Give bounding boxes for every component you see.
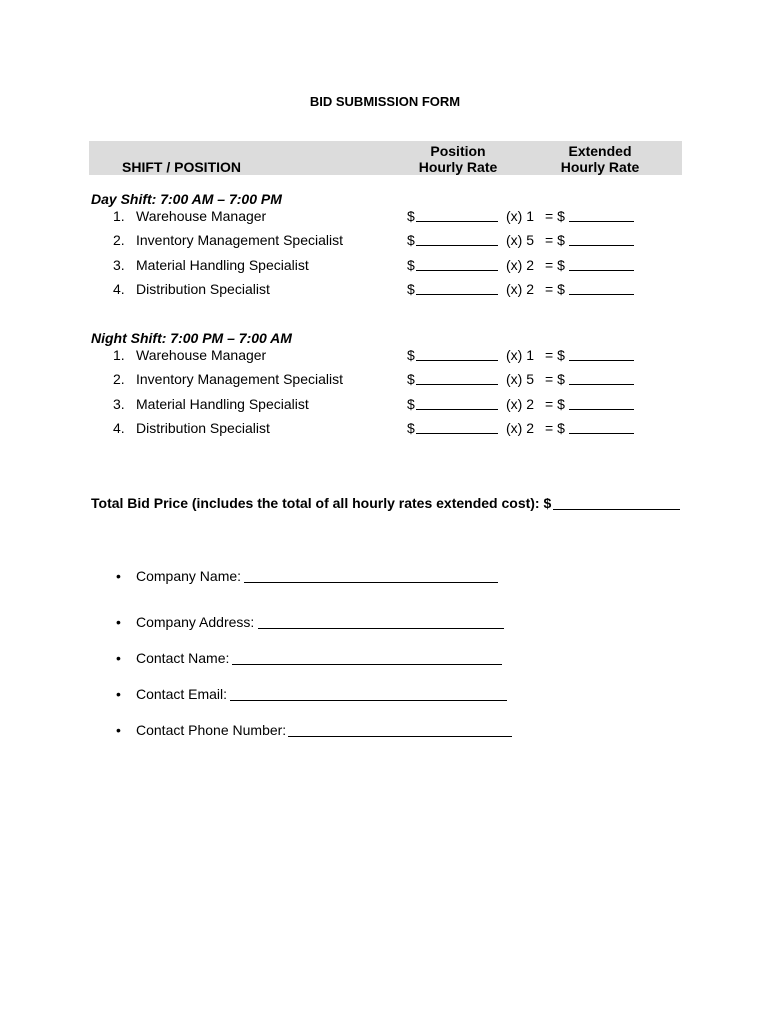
header-position-line1: Position (430, 143, 486, 159)
row-label: Warehouse Manager (136, 208, 267, 224)
contact-name-field[interactable] (232, 664, 502, 665)
header-position-line2: Hourly Rate (418, 159, 498, 175)
bullet: • (116, 568, 121, 584)
bullet: • (116, 686, 121, 702)
bullet: • (116, 614, 121, 630)
night-row-material-handling-specialist (0, 396, 770, 414)
rate-dollar-sign: $ (407, 208, 415, 224)
day-shift-title: Day Shift: 7:00 AM – 7:00 PM (91, 191, 282, 207)
form-title: BID SUBMISSION FORM (309, 94, 461, 109)
row-label: Distribution Specialist (136, 420, 270, 436)
header-extended-hourly-rate (550, 143, 650, 175)
row-number: 4. (113, 281, 125, 297)
extended-equals: = $ (545, 232, 565, 248)
contact-name-item (0, 650, 770, 670)
extended-equals: = $ (545, 281, 565, 297)
rate-dollar-sign: $ (407, 281, 415, 297)
extended-rate-field[interactable] (569, 433, 634, 434)
bullet: • (116, 722, 121, 738)
hourly-rate-field[interactable] (416, 433, 498, 434)
multiplier: (x) 2 (506, 257, 534, 273)
row-number: 3. (113, 396, 125, 412)
company-name-field[interactable] (244, 582, 498, 583)
multiplier: (x) 1 (506, 347, 534, 363)
extended-equals: = $ (545, 371, 565, 387)
day-row-inventory-management-specialist (0, 232, 770, 250)
multiplier: (x) 2 (506, 420, 534, 436)
hourly-rate-field[interactable] (416, 409, 498, 410)
contact-phone-label: Contact Phone Number: (136, 722, 287, 738)
bullet: • (116, 650, 121, 666)
hourly-rate-field[interactable] (416, 221, 498, 222)
extended-equals: = $ (545, 420, 565, 436)
hourly-rate-field[interactable] (416, 270, 498, 271)
row-label: Inventory Management Specialist (136, 371, 343, 387)
extended-rate-field[interactable] (569, 245, 634, 246)
total-bid-price-label: Total Bid Price (includes the total of all hourly rates extended cost): $ (91, 495, 552, 511)
row-number: 2. (113, 232, 125, 248)
contact-name-label: Contact Name: (136, 650, 230, 666)
contact-email-item (0, 686, 770, 706)
rate-dollar-sign: $ (407, 371, 415, 387)
total-bid-price-field[interactable] (553, 509, 680, 510)
extended-rate-field[interactable] (569, 384, 634, 385)
extended-rate-field[interactable] (569, 270, 634, 271)
hourly-rate-field[interactable] (416, 245, 498, 246)
row-label: Material Handling Specialist (136, 257, 309, 273)
company-address-field[interactable] (258, 628, 504, 629)
rate-dollar-sign: $ (407, 347, 415, 363)
row-label: Inventory Management Specialist (136, 232, 343, 248)
night-row-inventory-management-specialist (0, 371, 770, 389)
row-number: 2. (113, 371, 125, 387)
day-row-material-handling-specialist (0, 257, 770, 275)
row-label: Material Handling Specialist (136, 396, 309, 412)
contact-phone-item (0, 722, 770, 742)
header-shift-position: SHIFT / POSITION (122, 159, 242, 175)
day-row-warehouse-manager (0, 208, 770, 226)
company-address-item (0, 614, 770, 634)
row-number: 1. (113, 208, 125, 224)
contact-email-field[interactable] (230, 700, 507, 701)
company-name-label: Company Name: (136, 568, 242, 584)
hourly-rate-field[interactable] (416, 360, 498, 361)
company-address-label: Company Address: (136, 614, 255, 630)
extended-equals: = $ (545, 208, 565, 224)
extended-equals: = $ (545, 347, 565, 363)
rate-dollar-sign: $ (407, 420, 415, 436)
night-row-distribution-specialist (0, 420, 770, 438)
row-number: 3. (113, 257, 125, 273)
extended-rate-field[interactable] (569, 221, 634, 222)
header-position-hourly-rate (408, 143, 508, 175)
multiplier: (x) 1 (506, 208, 534, 224)
extended-equals: = $ (545, 257, 565, 273)
rate-dollar-sign: $ (407, 232, 415, 248)
contact-phone-field[interactable] (288, 736, 512, 737)
header-extended-line1: Extended (568, 143, 632, 159)
contact-email-label: Contact Email: (136, 686, 228, 702)
multiplier: (x) 5 (506, 232, 534, 248)
hourly-rate-field[interactable] (416, 294, 498, 295)
company-name-item (0, 568, 770, 588)
multiplier: (x) 5 (506, 371, 534, 387)
header-extended-line2: Hourly Rate (560, 159, 640, 175)
night-row-warehouse-manager (0, 347, 770, 365)
day-row-distribution-specialist (0, 281, 770, 299)
extended-equals: = $ (545, 396, 565, 412)
multiplier: (x) 2 (506, 281, 534, 297)
rate-dollar-sign: $ (407, 396, 415, 412)
extended-rate-field[interactable] (569, 409, 634, 410)
extended-rate-field[interactable] (569, 360, 634, 361)
night-shift-title: Night Shift: 7:00 PM – 7:00 AM (91, 330, 292, 346)
rate-dollar-sign: $ (407, 257, 415, 273)
row-label: Warehouse Manager (136, 347, 267, 363)
row-label: Distribution Specialist (136, 281, 270, 297)
hourly-rate-field[interactable] (416, 384, 498, 385)
row-number: 1. (113, 347, 125, 363)
row-number: 4. (113, 420, 125, 436)
multiplier: (x) 2 (506, 396, 534, 412)
extended-rate-field[interactable] (569, 294, 634, 295)
